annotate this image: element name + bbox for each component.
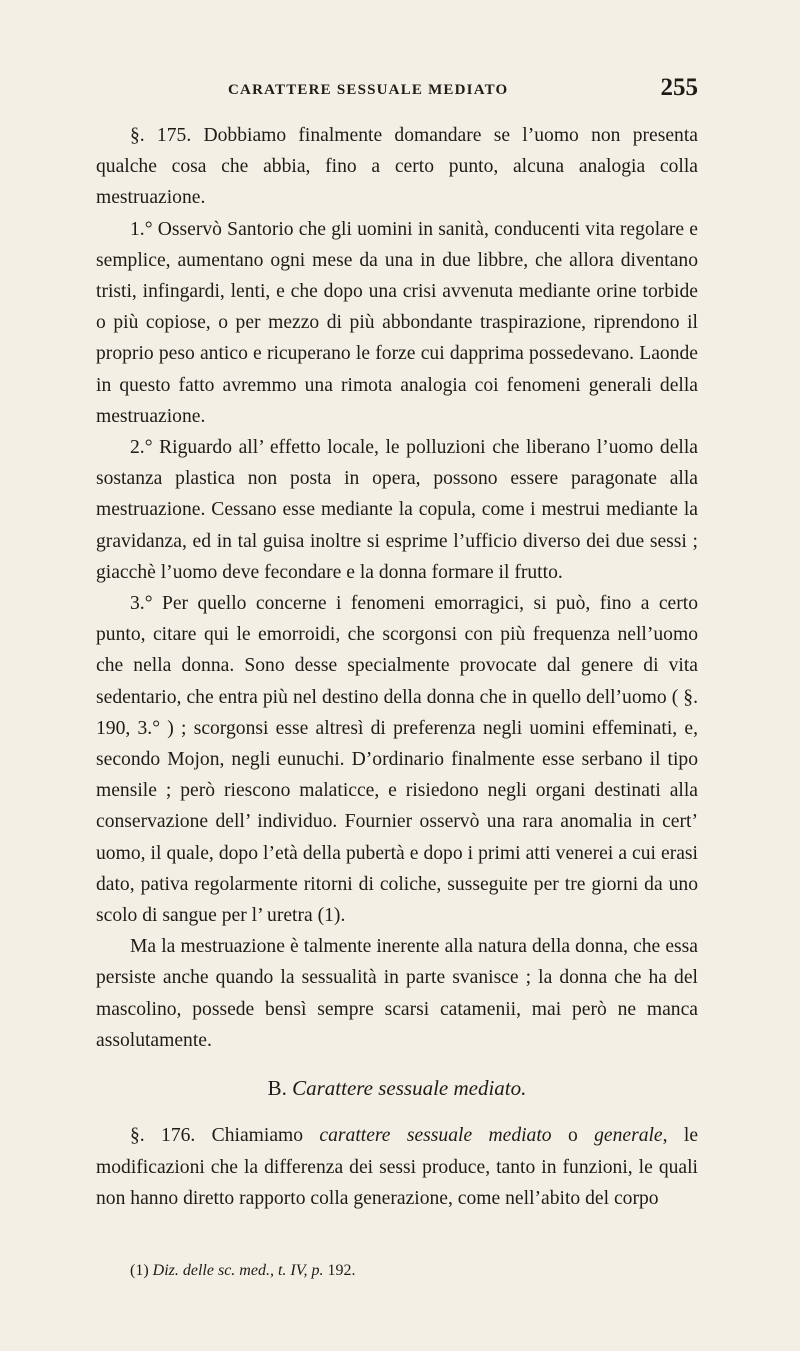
paragraph-176 (96, 1120, 698, 1214)
paragraph-point-3: 3.° Per quello concerne i fenomeni emorragici, si può, fino a certo punto, citare qui le emorroidi, che scorgonsi con più frequenza nell’uomo che nella donna. Sono desse specialmente provocate dal genere di vita sedentario, che entra più nel destino della donna che in quello dell’uomo ( §. 190, 3.° ) ; scorgonsi esse altresì di preferenza negli uomini effeminati, e, secondo Mojon, negli eunuchi. D’ordinario finalmente esse serbano il tipo mensile ; però riescono malaticce, e risiedono negli organi destinati alla conservazione dell’ individuo. Fournier osservò una rara anomalia in cert’ uomo, il quale, dopo l’età della pubertà e dopo i primi atti venerei a cui erasi dato, pativa regolarmente ritorni di coliche, susseguite per tre giorni da uno scolo di sangue per l’ uretra (1). (96, 593, 698, 927)
running-head (228, 74, 698, 104)
page-number: 255 (660, 74, 698, 101)
section-title: Carattere sessuale mediato. (292, 1076, 527, 1101)
p176-mid: o (551, 1125, 595, 1147)
paragraph-point-2: 2.° Riguardo all’ effetto locale, le polluzioni che liberano l’uomo della sostanza plastica non posta in opera, possono essere paragonate alla mestruazione. Cessano esse mediante la copula, come i mestrui mediante la gravidanza, ed in tal guisa inoltre si esprime l’ufficio diverso dei due sessi ; giacchè l’uomo deve fecondare e la donna formare il frutto. (96, 437, 698, 583)
footnote-source: Diz. delle sc. med., t. IV, p. (152, 1262, 324, 1279)
paragraph-conclusion: Ma la mestruazione è talmente inerente alla natura della donna, che essa persiste anche quando la sessualità in parte svanisce ; la donna che ha del mascolino, possede bensì sempre scarsi catamenii, mai però ne manca assolutamente. (96, 936, 698, 1051)
section-letter: B. (267, 1076, 287, 1101)
p176-term-generale: generale (594, 1125, 663, 1147)
p176-term-mediato: carattere sessuale mediato (319, 1125, 552, 1147)
running-title: CARATTERE SESSUALE MEDIATO (228, 82, 509, 98)
paragraph-point-1: 1.° Osservò Santorio che gli uomini in sanità, conducenti vita regolare e semplice, aumentano ogni mese da una in due libbre, che allora diventano tristi, infingardi, lenti, e che dopo una crisi avvenuta mediante orine torbide o più copiose, o per mezzo di più abbondante traspirazione, riprendono il proprio peso antico e ricuperano le forze cui dapprima possedevano. Laonde in questo fatto avremmo una rimota analogia coi fenomeni generali della mestruazione. (96, 218, 698, 427)
p176-lead: §. 176. Chiamiamo (130, 1125, 320, 1147)
section-heading (96, 1073, 698, 1104)
footnote (130, 1262, 700, 1280)
footnote-page: 192. (323, 1262, 356, 1279)
footnote-mark: (1) (130, 1262, 153, 1279)
paragraph-175: §. 175. Dobbiamo finalmente domandare se l’uomo non presenta qualche cosa che abbia, fino a certo punto, alcuna analogia colla mestruazione. (96, 125, 698, 209)
main-text (96, 120, 698, 1214)
p176-rest: , le modificazioni che la differenza dei sessi produce, tanto in funzioni, le quali non hanno diretto rapporto colla generazione, come nell’abito del corpo (96, 1125, 699, 1209)
